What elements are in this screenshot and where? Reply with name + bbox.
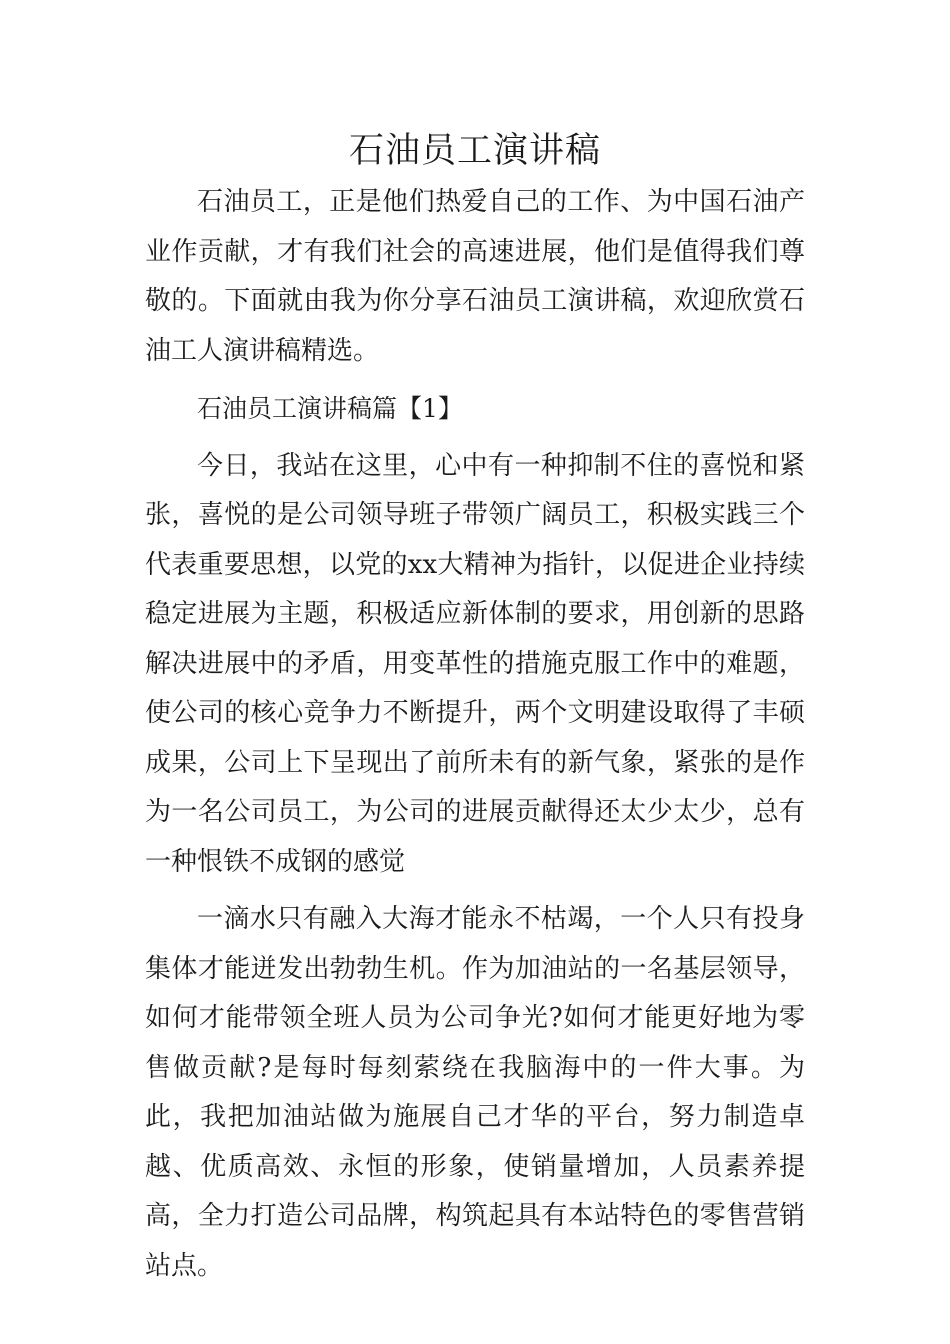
document-body [145,124,805,1291]
body-paragraph-1: 今日，我站在这里，心中有一种抑制不住的喜悦和紧张，喜悦的是公司领导班子带领广阔员工，积极实践三个代表重要思想，以党的xx大精神为指针，以促进企业持续稳定进展为主题，积极适应新体制的要求，用创新的思路解决进展中的矛盾，用变革性的措施克服工作中的难题，使公司的核心竞争力不断提升，两个文明建设取得了丰硕成果，公司上下呈现出了前所未有的新气象，紧张的是作为一名公司员工，为公司的进展贡献得还太少太少，总有一种恨铁不成钢的感觉 [145,450,805,877]
section-heading: 石油员工演讲稿篇【1】 [197,394,463,423]
body-paragraph-2: 一滴水只有融入大海才能永不枯竭，一个人只有投身集体才能迸发出勃勃生机。作为加油站的一名基层领导，如何才能带领全班人员为公司争光?如何才能更好地为零售做贡献?是每时每刻萦绕在我脑海中的一件大事。为此，我把加油站做为施展自己才华的平台，努力制造卓越、优质高效、永恒的形象，使销量增加，人员素养提高，全力打造公司品牌，构筑起具有本站特色的零售营销站点。 [145,904,805,1281]
intro-paragraph: 石油员工，正是他们热爱自己的工作、为中国石油产业作贡献，才有我们社会的高速进展，他们是值得我们尊敬的。下面就由我为你分享石油员工演讲稿，欢迎欣赏石油工人演讲稿精选。 [145,187,805,366]
document-title: 石油员工演讲稿 [348,131,601,171]
